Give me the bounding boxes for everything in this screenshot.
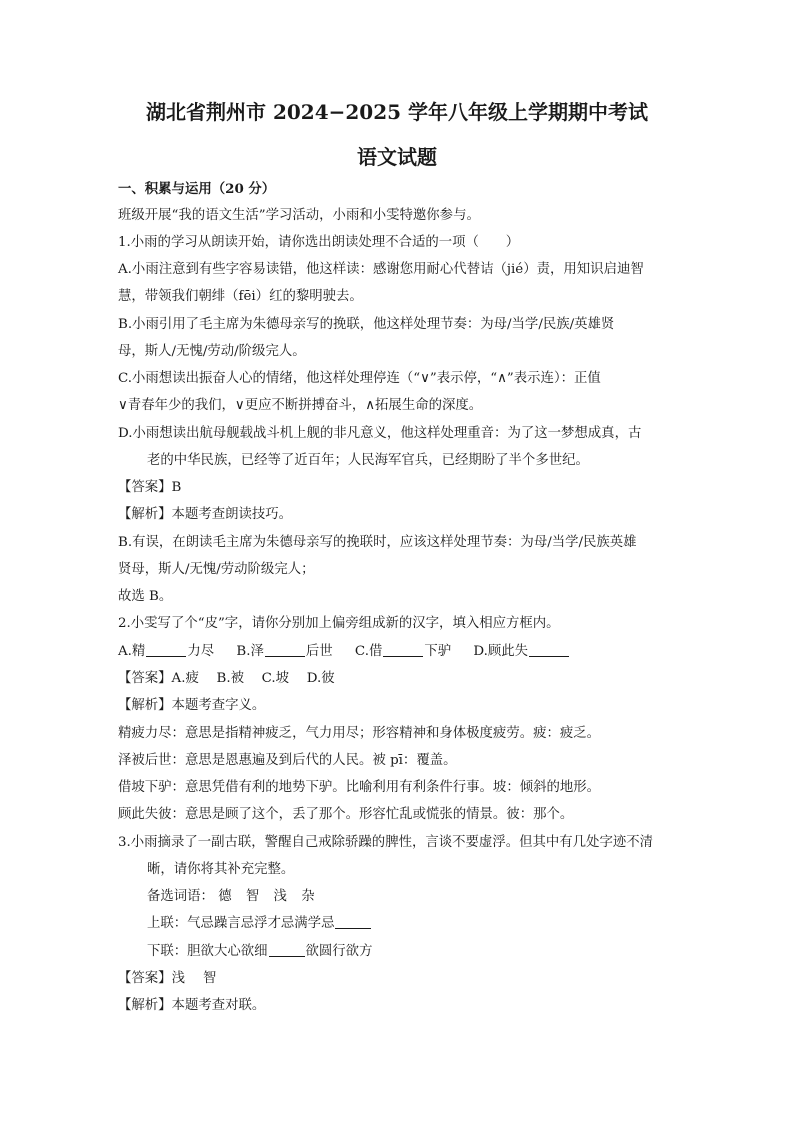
- q1-explain-line2: 贤母，斯人/无愧/劳动阶级完人；: [118, 562, 315, 577]
- q1-option-a-line1: A.小雨注意到有些字容易读错，他这样读：感谢您用耐心代替诘（jié）责，用知识启迪智: [118, 262, 644, 277]
- q3-lower-prefix: 下联：胆欲大心欲细: [147, 944, 268, 959]
- q1-option-d-line1: D.小雨想读出航母舰载战斗机上舰的非凡意义，他这样处理重音：为了这一梦想成真，古: [118, 426, 642, 441]
- q3-choice: 杂: [301, 889, 315, 904]
- q3-answer-2: 智: [202, 971, 217, 986]
- q2-explain-2: 泽被后世：意思是恩惠遍及到后代的人民。被 pī：覆盖。: [118, 753, 457, 768]
- q3-analysis: 【解析】本题考查对联。: [118, 998, 266, 1013]
- q2-explain-3: 借坡下驴：意思凭借有利的地势下驴。比喻利用有利条件行事。坡：倾斜的地形。: [118, 780, 601, 795]
- q1-option-a-line2: 慧，带领我们朝绯（fēi）红的黎明驶去。: [118, 289, 363, 304]
- q1-option-c-line2: ∨青春年少的我们，∨更应不断拼搏奋斗，∧拓展生命的深度。: [118, 398, 483, 413]
- q2-options: [118, 643, 570, 661]
- q1-explain-line1: B.有误，在朗读毛主席为朱德母亲写的挽联时，应该这样处理节奏：为母/当学/民族英雄: [118, 535, 637, 550]
- q3-choice: 智: [245, 889, 260, 904]
- q1-option-d-line2: 老的中华民族，已经等了近百年；人民海军官兵，已经期盼了半个多世纪。: [147, 453, 589, 468]
- q1-answer: 【答案】B: [118, 480, 182, 495]
- q2-blank-a[interactable]: [146, 643, 186, 657]
- q2-blank-c[interactable]: [383, 643, 423, 657]
- q2-analysis: 【解析】本题考查字义。: [118, 698, 266, 713]
- q2-explain-1: 精疲力尽：意思是指精神疲乏，气力用尽；形容精神和身体极度疲劳。疲：疲乏。: [118, 726, 601, 741]
- q3-upper-couplet: [147, 915, 372, 933]
- q2-answer: 【答案】A.疲 B.被 C.坡 D.彼: [118, 671, 335, 686]
- q1-analysis: 【解析】本题考查朗读技巧。: [118, 507, 293, 522]
- q2-explain-4: 顾此失彼：意思是顾了这个，丢了那个。形容忙乱或慌张的情景。彼：那个。: [118, 807, 574, 822]
- q2-blank-b[interactable]: [265, 643, 305, 657]
- q1-option-c-line1: C.小雨想读出振奋人心的情绪，他这样处理停连（“∨”表示停，“∧”表示连）：正值: [118, 371, 601, 386]
- q2-stem: 2.小雯写了个“皮”字，请你分别加上偏旁组成新的汉字，填入相应方框内。: [118, 616, 560, 631]
- q3-choices: [147, 888, 315, 906]
- page-subtitle: 语文试题: [357, 145, 437, 169]
- q3-stem-line2: 晰，请你将其补充完整。: [147, 862, 295, 877]
- q2-option-c-prefix: C.借: [354, 644, 383, 659]
- intro-text: 班级开展“我的语文生活”学习活动，小雨和小雯特邀你参与。: [118, 208, 480, 223]
- q2-blank-d[interactable]: [529, 643, 569, 657]
- q1-conclusion: 故选 B。: [118, 589, 173, 604]
- q3-upper-text: 上联：气忌躁言忌浮才忌满学忌: [147, 916, 335, 931]
- section-heading: 一、积累与运用（20 分）: [118, 181, 276, 197]
- q2-option-a-suffix: 力尽: [187, 644, 215, 659]
- q1-option-b-line2: 母，斯人/无愧/劳动/阶级完人。: [118, 344, 306, 359]
- q2-option-a-prefix: A.精: [118, 644, 146, 659]
- q2-option-b-prefix: B.泽: [236, 644, 264, 659]
- q3-blank-lower[interactable]: [269, 943, 305, 957]
- q3-lower-suffix: 欲圆行欲方: [305, 944, 373, 959]
- q2-option-c-suffix: 下驴: [424, 644, 452, 659]
- q3-answer: [118, 970, 216, 988]
- q3-choices-label: 备选词语：: [147, 889, 214, 904]
- q2-option-b-suffix: 后世: [305, 644, 333, 659]
- q3-choice: 浅: [273, 889, 287, 904]
- q3-choice: 德: [218, 889, 232, 904]
- q3-answer-1: 浅: [171, 971, 185, 986]
- q3-answer-label: 【答案】: [118, 971, 172, 986]
- q1-option-b-line1: B.小雨引用了毛主席为朱德母亲写的挽联，他这样处理节奏：为母/当学/民族/英雄贤: [118, 317, 615, 332]
- q1-stem: 1.小雨的学习从朗读开始，请你选出朗读处理不合适的一项（ ）: [118, 235, 520, 250]
- q3-stem-line1: 3.小雨摘录了一副古联，警醒自己戒除骄躁的脾性，言谈不要虚浮。但其中有几处字迹不清: [118, 835, 654, 850]
- q3-blank-upper[interactable]: [335, 915, 371, 929]
- q2-option-d-prefix: D.顾此失: [473, 644, 529, 659]
- page-title: 湖北省荆州市 2024−2025 学年八年级上学期期中考试: [145, 100, 648, 124]
- q3-lower-couplet: [147, 943, 372, 961]
